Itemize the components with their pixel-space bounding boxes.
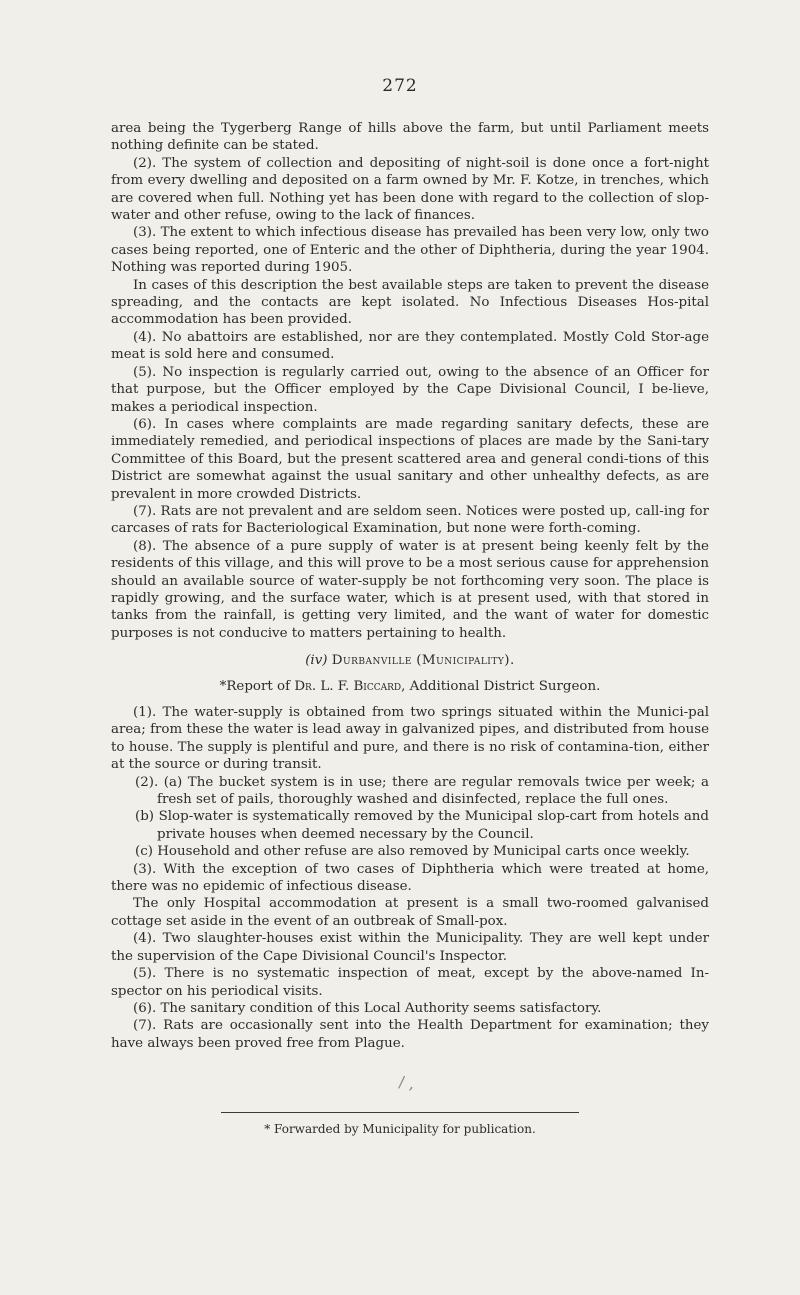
paragraph: (6). In cases where complaints are made regarding sanitary defects, these are immediately remedied, and periodical inspections of places are made by the Sani-tary Committee of this Board, but the present scattered area and general condi-tions of this District are somewhat against the usual sanitary and other unhealthy defects, as are prevalent in more crowded Districts. [111, 416, 709, 502]
paragraph: The only Hospital accommodation at present is a small two-roomed galvanised cottage set aside in the event of an outbreak of Small-pox. [111, 896, 709, 929]
paragraph: (c) Household and other refuse are also removed by Municipal carts once weekly. [135, 844, 690, 860]
paragraph: (8). The absence of a pure supply of water is at present being keenly felt by the residents of this village, and this will prove to be a most serious cause for apprehension should an available source of water-supply be not forthcoming very soon. The place is rapidly growing, and the surface water, which is at present used, with that stored in tanks from the rainfall, is getting very limited, and the want of water for domestic purposes is not conducive to matters pertaining to health. [111, 538, 709, 641]
pencil-mark: / , [397, 1072, 416, 1093]
section-heading [111, 652, 709, 669]
paragraph: (4). Two slaughter-houses exist within the Municipality. They are well kept under the supervision of the Cape Divisional Council's Inspector. [111, 931, 709, 964]
paragraph: (2). The system of collection and depositing of night-soil is done once a fort-night from every dwelling and deposited on a farm owned by Mr. F. Kotze, in trenches, which are covered when full. Nothing yet has been done with regard to the collection of slop-water and other refuse, owing to the lack of finances. [111, 155, 709, 224]
paragraph: (6). The sanitary condition of this Local Authority seems satisfactory. [133, 1000, 602, 1016]
paragraph: (b) Slop-water is systematically removed by the Municipal slop-cart from hotels and private houses when deemed necessary by the Council. [135, 809, 709, 842]
report-role: Additional District Surgeon. [409, 678, 601, 694]
report-doctor: Dr. L. F. Biccard, [294, 678, 406, 694]
report-prefix: *Report of [219, 678, 291, 694]
paragraph: (7). Rats are occasionally sent into the Health Department for examination; they have always been proved free from Plague. [111, 1018, 709, 1051]
report-attribution [111, 678, 709, 695]
section-number: (iv) [305, 653, 328, 669]
section-paragraphs-top [111, 120, 709, 642]
paragraph: (5). There is no systematic inspection of meat, except by the above-named In-spector on his periodical visits. [111, 966, 709, 999]
paragraph: (7). Rats are not prevalent and are seldom seen. Notices were posted up, call-ing for carcases of rats for Bacteriological Examination, but none were forth-coming. [111, 503, 709, 537]
paragraph: area being the Tygerberg Range of hills above the farm, but until Parliament meets nothing definite can be stated. [111, 121, 709, 154]
paragraph: (1). The water-supply is obtained from two springs situated within the Munici-pal area; from these the water is lead away in galvanized pipes, and distributed from house to house. The supply is plentiful and pure, and there is no risk of contamina-tion, either at the source or during transit. [111, 705, 709, 773]
paragraph: In cases of this description the best available steps are taken to prevent the disease spreading, and the contacts are kept isolated. No Infectious Diseases Hos-pital accommodation has been provided. [111, 277, 709, 328]
body-text [111, 120, 709, 1052]
paragraph: (4). No abattoirs are established, nor are they contemplated. Mostly Cold Stor-age meat is sold here and consumed. [111, 329, 709, 363]
footnote: * Forwarded by Municipality for publication. [264, 1122, 536, 1136]
footnote-rule [221, 1112, 579, 1113]
paragraph: (3). The extent to which infectious disease has prevailed has been very low, only two cases being reported, one of Enteric and the other of Diphtheria, during the year 1904. Nothing was reported during 1905. [111, 225, 709, 276]
paragraph: (2). (a) The bucket system is in use; there are regular removals twice per week; a fresh set of pails, thoroughly washed and disinfected, replace the full ones. [135, 774, 709, 808]
page-number: 272 [382, 76, 418, 96]
section-qualifier: (Municipality). [416, 653, 515, 669]
paragraph: (3). With the exception of two cases of Diphtheria which were treated at home, there was no epidemic of infectious disease. [111, 861, 709, 895]
section-name: Durbanville [331, 653, 412, 669]
paragraph: (5). No inspection is regularly carried out, owing to the absence of an Officer for that purpose, but the Officer employed by the Cape Divisional Council, I be-lieve, makes a periodical inspection. [111, 364, 709, 415]
section-paragraphs-bottom [111, 704, 709, 1052]
